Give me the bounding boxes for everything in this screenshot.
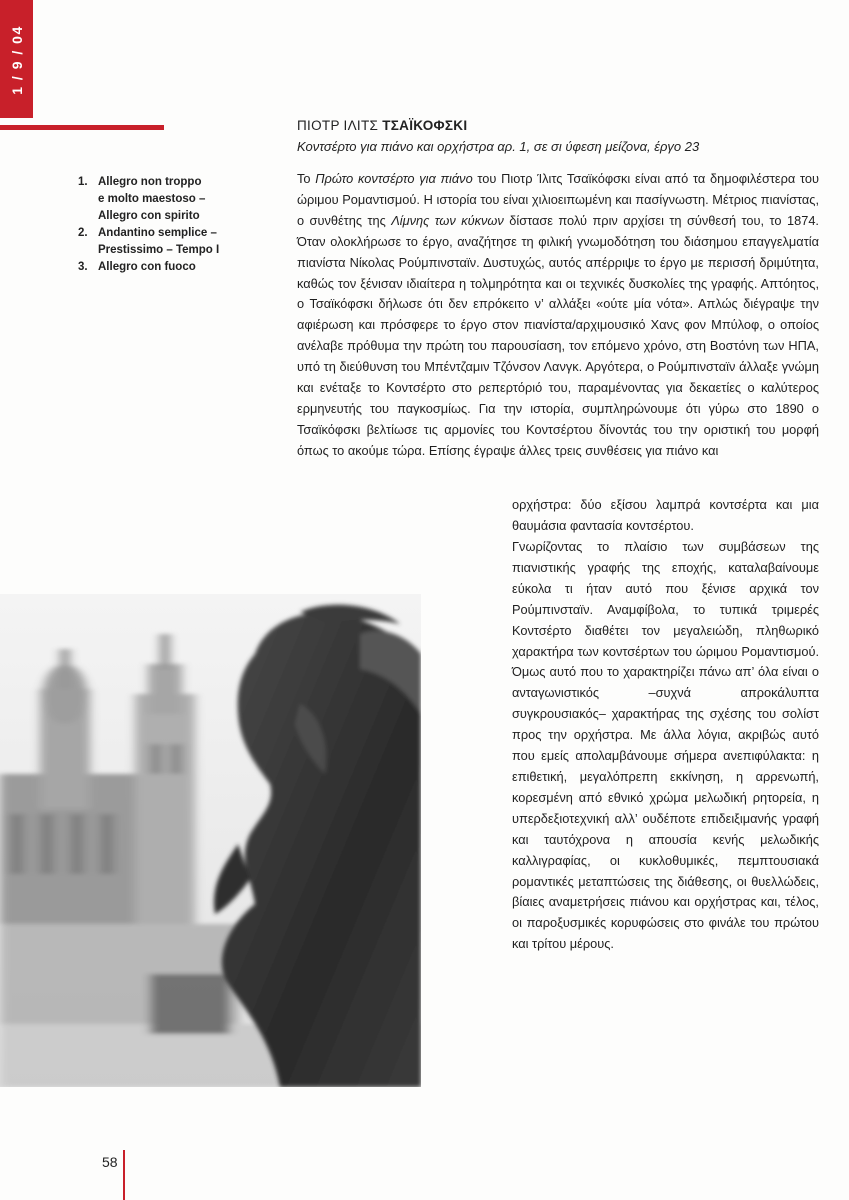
red-divider bbox=[0, 125, 164, 130]
work-title: Κοντσέρτο για πιάνο και ορχήστρα αρ. 1, σε σι ύφεση μείζονα, έργο 23 bbox=[297, 139, 700, 154]
text-run: δίστασε πολύ πριν αρχίσει τη σύνθεσή του, το 1874. Όταν ολοκλήρωσε το έργο, αναζήτησε τη φιλική γνωμοδότηση του διάσημου επαγγελματία πιανίστα Νίκολας Ρούμπινσταϊν. Δυστυχώς, αυτός απέρριψε το έργο με περισσή δριμύτητα, καθώς τον ξένισαν ιδιαίτερα η τολμηρότητα και οι τεχνικές δυσκολίες της γραφής. Απτόητος, ο Τσαϊκόφσκι δήλωσε ότι δεν επρόκειτο ν’ αλλάξει «ούτε μία νότα». Απλώς διέγραψε την αφιέρωση και πρόσφερε το έργο στον πιανίστα/αρχιμουσικό Χανς φον Μπύλοφ, ο οποίος ανέλαβε πρόθυμα την πρώτη του παρουσίαση, τον επόμενο χρόνο, στη Βοστόνη των ΗΠΑ, υπό τη διεύθυνση του Μπέντζαμιν Τζόνσον Λανγκ. Αργότερα, ο Ρούμπινσταϊν άλλαξε γνώμη και ενέταξε το Κοντσέρτο στο ρεπερτόριό του, παραμένοντας για δεκαετίες ο καλύτερος ερμηνευτής του παγκοσμίως. Για την ιστορία, συμπληρώνουμε ότι γύρω στο 1890 ο Τσαϊκόφσκι βελτίωσε τις αρμονίες του Κοντσέρτου δίνοντάς του την οριστική του μορφή όπως το ακούμε τώρα. Επίσης έγραψε άλλες τρεις συνθέσεις για πιάνο και bbox=[297, 212, 819, 458]
page-number-rule bbox=[123, 1150, 125, 1200]
text-run: του Πιοτρ Ίλιτς Τσαϊκόφσκι είναι από τα δημοφιλέστερα του ώριμου Ρομαντισμού. Η ιστορία του είναι χιλιοειπωμένη και πασίγνωστη. Μέτριος πιανίστας, ο συνθέτης της bbox=[297, 171, 819, 228]
movement-number: 1. bbox=[78, 176, 88, 188]
movement-line: Allegro con fuoco bbox=[98, 261, 196, 273]
movement-number: 2. bbox=[78, 227, 88, 239]
text-run: ορχήστρα: δύο εξίσου λαμπρά κοντσέρτα και μια θαυμάσια φαντασία κοντσέρτου. bbox=[512, 497, 819, 533]
article-paragraph-2 bbox=[512, 495, 819, 537]
movement-item bbox=[78, 225, 258, 259]
movement-line: e molto maestoso – bbox=[98, 193, 206, 205]
article-paragraph-3 bbox=[512, 537, 819, 955]
date-label: 1 / 9 / 04 bbox=[9, 25, 25, 95]
italic-title: Λίμνης των κύκνων bbox=[391, 212, 504, 228]
movement-line: Allegro con spirito bbox=[98, 210, 200, 222]
composer-name bbox=[297, 118, 467, 133]
text-run: Το bbox=[297, 171, 316, 186]
movement-line: Prestissimo – Tempo I bbox=[98, 244, 220, 256]
composer-first-name: ΠΙΟΤΡ ΙΛΙΤΣ bbox=[297, 118, 383, 133]
movement-line: Allegro non troppo bbox=[98, 176, 202, 188]
date-tab bbox=[0, 0, 33, 118]
blurred-statue-photo-icon bbox=[0, 594, 421, 1087]
italic-title: Πρώτο κοντσέρτο για πιάνο bbox=[315, 171, 473, 186]
movement-item bbox=[78, 259, 258, 276]
statue-photo bbox=[0, 594, 421, 1087]
text-run: Γνωρίζοντας το πλαίσιο των συμβάσεων της πιανιστικής γραφής της εποχής, καταλαβαίνουμε εύκολα τι ήταν αυτό που ξένισε αρχικά τον Ρούμπινσταϊν. Αναμφίβολα, το τυπικά τριμερές Κοντσέρτο διαθέτει τον μεγαλειώδη, πληθωρικό χαρακτήρα των κοντσέρτων του ώριμου Ρομαντισμού. Όμως αυτό που το χαρακτηρίζει πάνω απ’ όλα είναι ο ανταγωνιστικός –συχνά απροκάλυπτα συγκρουσιακός– χαρακτήρας της σχέσης του σολίστ προς την ορχήστρα. Με άλλα λόγια, ακριβώς αυτό που εμείς απολαμβάνουμε σήμερα ανεπιφύλακτα: η επιθετική, μεγαλόπρεπη εκκίνηση, η αρρενωπή, κορεσμένη από εθνικό χρώμα μελωδική ρητορεία, η υπερδεξιοτεχνική αλλ’ ουδέποτε επιδειξιμανής γραφή και ταυτόχρονα η απουσία κενής μελωδικής καλλιγραφίας, οι κυκλοθυμικές, πεμπτουσιακά ρομαντικές μεταπτώσεις της διάθεσης, οι θυελλώδεις, βίαιες αναμετρήσεις πιάνου και ορχήστρας και, τέλος, οι παροξυσμικές κορυφώσεις στο φινάλε του πρώτου και τρίτου μέρους. bbox=[512, 539, 819, 952]
movement-line: Andantino semplice – bbox=[98, 227, 217, 239]
movement-number: 3. bbox=[78, 261, 88, 273]
movement-item bbox=[78, 174, 258, 225]
page-number: 58 bbox=[102, 1154, 118, 1170]
composer-last-name: ΤΣΑΪΚΟΦΣΚΙ bbox=[382, 118, 468, 133]
article-paragraph-1 bbox=[297, 169, 819, 462]
movement-list bbox=[78, 174, 258, 276]
